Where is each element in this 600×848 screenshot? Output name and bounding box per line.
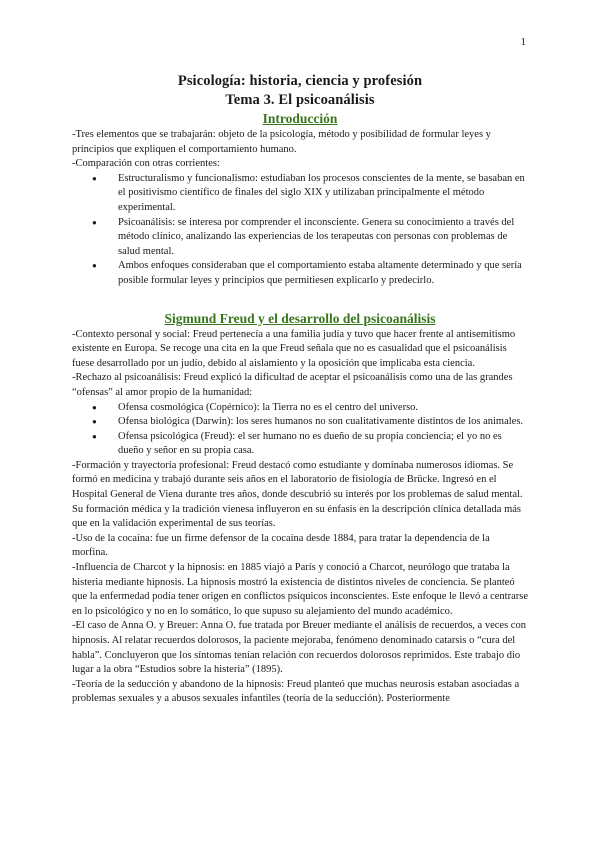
list-item: ● Ofensa biológica (Darwin): los seres humanos no son cualitativamente distintos de los animales. xyxy=(112,415,528,430)
list-item: ● Ofensa psicológica (Freud): el ser humano no es dueño de su propia conciencia; el yo no es dueño y señor en su propia casa. xyxy=(112,430,528,459)
section-heading-introduccion: Introducción xyxy=(262,111,338,126)
list-item: ● Ofensa cosmológica (Copérnico): la Tierra no es el centro del universo. xyxy=(112,401,528,416)
document-body xyxy=(72,72,528,707)
document-title: Psicología: historia, ciencia y profesión xyxy=(177,73,423,89)
section-heading-freud: Sigmund Freud y el desarrollo del psicoanálisis xyxy=(164,310,436,326)
page-number: 1 xyxy=(520,36,526,48)
paragraph: -Formación y trayectoria profesional: Freud destacó como estudiante y dominaba numerosos idiomas. Se formó en medicina y trabajó durante seis años en el laboratorio de fisiología de Brücke. Ingresó en el Hospital General de Viena durante tres años, donde descubrió su interés por los problemas de salud mental. Su formación médica y la tradición vienesa influyeron en su énfasis en la descripción clínica detallada más que en la validación experimental de sus teorías. xyxy=(72,459,523,530)
paragraph: -Comparación con otras corrientes: xyxy=(72,158,220,170)
list-item: ● Estructuralismo y funcionalismo: estudiaban los procesos conscientes de la mente, se basaban en el positivismo científico de finales del siglo XIX y utilizaban principalmente el método experimental. xyxy=(112,172,528,216)
paragraph: -Contexto personal y social: Freud pertenecía a una familia judía y tuvo que hacer frente al antisemitismo existente en Europa. Se recoge una cita en la que Freud señala que no es casualidad que el psicoanálisis fuese desarrollado por un judío, debido al aislamiento y la oposición que implicaba esta ciencia. xyxy=(72,328,516,369)
bullet-list xyxy=(72,401,528,459)
paragraph: -Rechazo al psicoanálisis: Freud explicó la dificultad de aceptar el psicoanálisis como una de las grandes “ofensas” al amor propio de la humanidad: xyxy=(72,372,513,398)
paragraph: -Uso de la cocaína: fue un firme defensor de la cocaína desde 1884, para tratar la dependencia de la morfina. xyxy=(72,532,490,559)
document-subtitle: Tema 3. El psicoanálisis xyxy=(225,92,375,108)
list-item: ● Ambos enfoques consideraban que el comportamiento estaba altamente determinado y que sería posible formular leyes y principios que permitiesen explicarlo y predecirlo. xyxy=(112,259,528,288)
paragraph: -Teoría de la seducción y abandono de la hipnosis: Freud planteó que muchas neurosis estaban asociadas a problemas sexuales y a abusos sexuales infantiles (teoría de la seducción). Posteriormente xyxy=(72,678,520,705)
paragraph: -Tres elementos que se trabajarán: objeto de la psicología, método y posibilidad de formular leyes y principios que expliquen el comportamiento humano. xyxy=(72,129,491,155)
paragraph: -Influencia de Charcot y la hipnosis: en 1885 viajó a París y conoció a Charcot, neurólogo que trataba la histeria mediante hipnosis. La hipnosis mostró la existencia de distintos niveles de conciencia. Se planteó que la enfermedad podía tener origen en conflictos psíquicos inconscientes. Este enfoque le llevó a centrarse en lo psicológico y no en lo somático, lo que supuso su alejamiento del mundo académico. xyxy=(72,562,528,617)
bullet-list xyxy=(72,172,528,289)
paragraph: -El caso de Anna O. y Breuer: Anna O. fue tratada por Breuer mediante el análisis de recuerdos, a veces con hipnosis. Al relatar recuerdos dolorosos, la paciente mejoraba, fenómeno denominado catarsis o “cura del habla”. Concluyeron que los síntomas tenían relación con recuerdos dolorosos reprimidos. Este trabajo dio lugar a la obra “Estudios sobre la histeria” (1895). xyxy=(72,620,526,676)
list-item: ● Psicoanálisis: se interesa por comprender el inconsciente. Genera su conocimiento a través del método clínico, analizando las experiencias de los terapeutas con personas con problemas de salud mental. xyxy=(112,216,528,260)
